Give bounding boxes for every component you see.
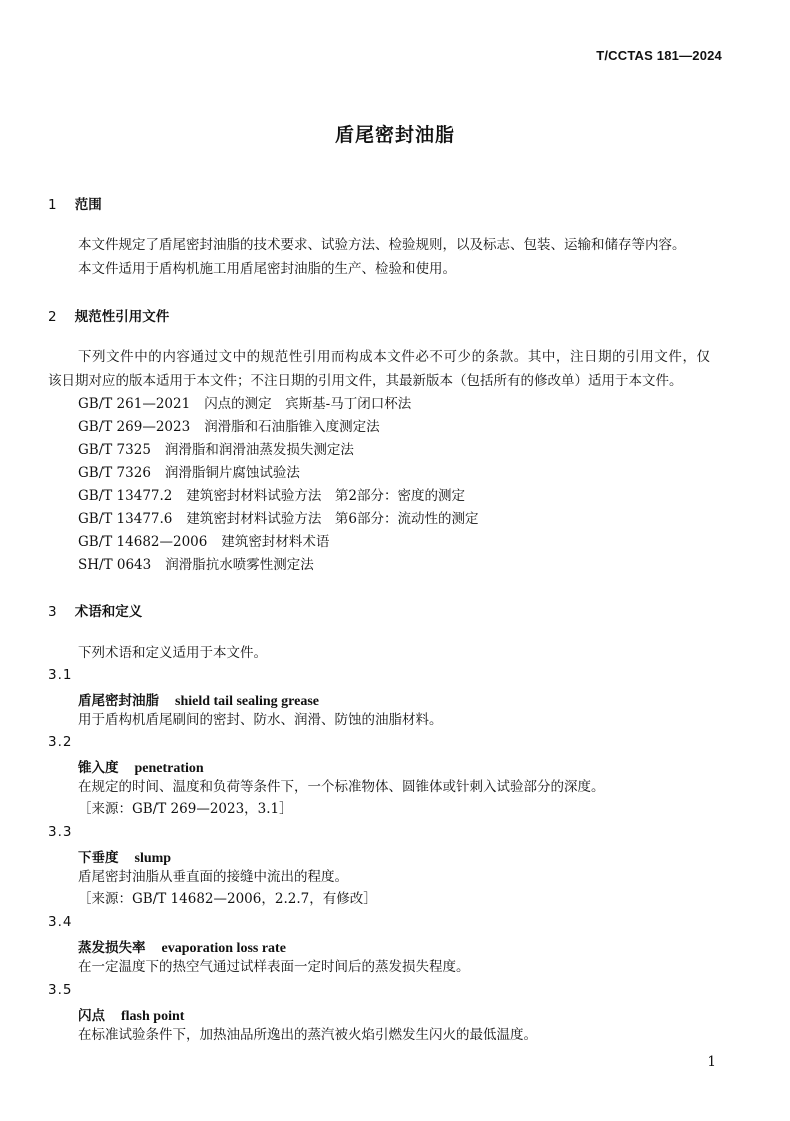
- term-source: ［来源：GB/T 14682—2006，2.2.7，有修改］: [78, 891, 377, 907]
- term-title-cn: 下垂度: [78, 850, 119, 866]
- term-source: ［来源：GB/T 269—2023，3.1］: [78, 801, 293, 817]
- reference-name: 润滑脂铜片腐蚀试验法: [164, 465, 300, 481]
- scope-paragraph-1: 本文件规定了盾尾密封油脂的技术要求、试验方法、检验规则，以及标志、包装、运输和储存等内容。: [78, 237, 686, 253]
- term-title-cn: 蒸发损失率: [78, 940, 146, 956]
- term-title-en: flash point: [121, 1009, 185, 1024]
- reference-item: [78, 510, 478, 528]
- section-number: 3: [48, 604, 57, 620]
- reference-code: GB/T 269—2023: [78, 419, 191, 435]
- reference-name: 润滑脂和润滑油蒸发损失测定法: [164, 442, 354, 458]
- section-heading-terms: [48, 600, 142, 620]
- reference-name: 润滑脂抗水喷雾性测定法: [165, 557, 314, 573]
- normative-intro-line-2: 该日期对应的版本适用于本文件；不注日期的引用文件，其最新版本（包括所有的修改单）适用于本文件。: [48, 373, 683, 389]
- section-heading-text: 术语和定义: [74, 604, 143, 620]
- term-title: [78, 756, 204, 777]
- reference-code: SH/T 0643: [78, 557, 152, 573]
- reference-name: 闪点的测定 宾斯基-马丁闭口杯法: [204, 396, 412, 412]
- term-definition: 在一定温度下的热空气通过试样表面一定时间后的蒸发损失程度。: [78, 959, 470, 975]
- reference-item: [78, 418, 380, 436]
- scope-paragraph-2: 本文件适用于盾构机施工用盾尾密封油脂的生产、检验和使用。: [78, 261, 456, 277]
- reference-item: [78, 441, 354, 459]
- term-title: [78, 1004, 184, 1025]
- reference-name: 润滑脂和石油脂锥入度测定法: [204, 419, 380, 435]
- term-title: [78, 689, 319, 710]
- reference-item: [78, 464, 300, 482]
- reference-code: GB/T 7326: [78, 465, 151, 481]
- term-title-en: shield tail sealing grease: [175, 694, 320, 709]
- section-heading-text: 规范性引用文件: [74, 309, 170, 325]
- term-title-cn: 锥入度: [78, 760, 119, 776]
- term-number: 3.2: [48, 734, 73, 750]
- section-heading-text: 范围: [74, 197, 102, 213]
- reference-code: GB/T 13477.6: [78, 511, 173, 527]
- term-title: [78, 936, 286, 957]
- normative-intro-line-1: 下列文件中的内容通过文中的规范性引用而构成本文件必不可少的条款。其中，注日期的引用文件，仅: [78, 349, 710, 365]
- term-definition: 用于盾构机盾尾刷间的密封、防水、润滑、防蚀的油脂材料。: [78, 712, 443, 728]
- reference-code: GB/T 14682—2006: [78, 534, 208, 550]
- reference-code: GB/T 13477.2: [78, 488, 173, 504]
- term-definition: 在标准试验条件下，加热油品所逸出的蒸汽被火焰引燃发生闪火的最低温度。: [78, 1027, 537, 1043]
- document-title: 盾尾密封油脂: [334, 124, 455, 146]
- term-title-en: penetration: [134, 761, 204, 776]
- term-number: 3.1: [48, 667, 73, 683]
- term-title: [78, 846, 171, 867]
- term-number: 3.4: [48, 914, 73, 930]
- terms-intro: 下列术语和定义适用于本文件。: [78, 645, 267, 661]
- reference-code: GB/T 261—2021: [78, 396, 191, 412]
- term-title-cn: 闪点: [78, 1008, 105, 1024]
- term-definition: 盾尾密封油脂从垂直面的接缝中流出的程度。: [78, 869, 348, 885]
- term-number: 3.5: [48, 982, 73, 998]
- document-code: T/CCTAS 181—2024: [596, 48, 722, 63]
- section-number: 2: [48, 309, 57, 325]
- section-heading-normative-references: [48, 305, 169, 325]
- reference-name: 建筑密封材料术语: [221, 534, 330, 550]
- reference-name: 建筑密封材料试验方法 第6部分：流动性的测定: [186, 511, 479, 527]
- reference-item: [78, 395, 411, 413]
- reference-item: [78, 556, 314, 574]
- section-heading-scope: [48, 193, 102, 213]
- section-number: 1: [48, 197, 57, 213]
- reference-item: [78, 487, 465, 505]
- reference-code: GB/T 7325: [78, 442, 151, 458]
- term-title-cn: 盾尾密封油脂: [78, 693, 159, 709]
- page-number: 1: [707, 1054, 716, 1070]
- reference-item: [78, 533, 329, 551]
- term-definition: 在规定的时间、温度和负荷等条件下，一个标准物体、圆锥体或针刺入试验部分的深度。: [78, 779, 605, 795]
- term-title-en: evaporation loss rate: [161, 941, 286, 956]
- term-number: 3.3: [48, 824, 73, 840]
- term-title-en: slump: [134, 851, 172, 866]
- reference-name: 建筑密封材料试验方法 第2部分：密度的测定: [186, 488, 465, 504]
